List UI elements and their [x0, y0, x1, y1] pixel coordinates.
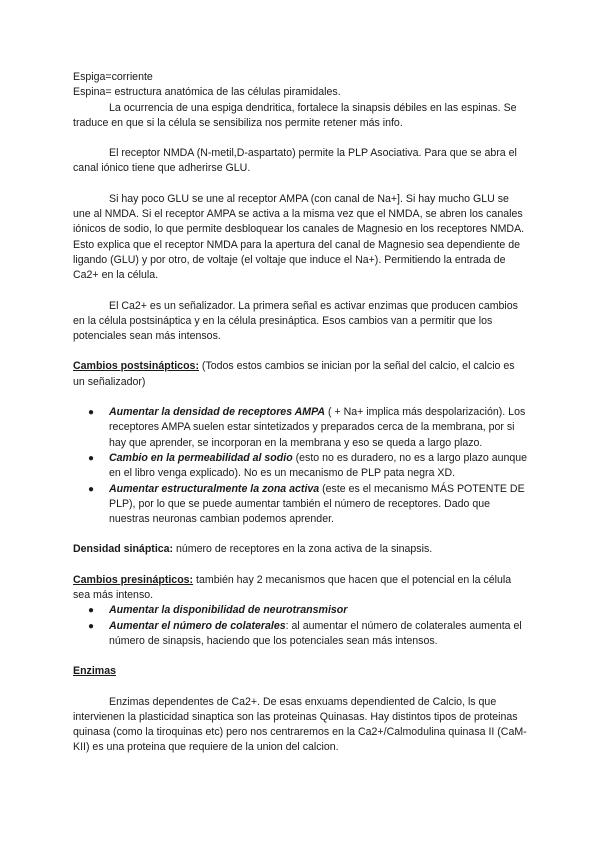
list-item [73, 619, 529, 650]
densidad-text: número de receptores en la zona activa de la sinapsis. [173, 543, 433, 556]
paragraph-espiga-dendritica: La ocurrencia de una espiga dendritica, fortalece la sinapsis débiles en las espinas. Se traduce en que si la célula se sensibiliza nos permite retener más info. [73, 101, 517, 129]
list-item [73, 603, 529, 618]
bullet-icon: ● [88, 605, 95, 617]
postsinapticos-list [73, 405, 529, 527]
list-item [73, 451, 529, 482]
bullet-icon: ● [88, 407, 95, 419]
paragraph-ca2-senalizador: El Ca2+ es un señalizador. La primera señal es activar enzimas que producen cambios en la célula postsináptica y en la célula presináptica. Esos cambios van a permitir que los potenciales sean más intensos. [73, 299, 518, 343]
bullet-title: Cambio en la permeabilidad al sodio [109, 451, 293, 464]
presinapticos-list [73, 603, 529, 649]
bullet-text: (este es el mecanismo MÁS POTENTE DE PLP), por lo que se puede aumentar también el número de receptores. Dado que nuestras neuronas cambian podemos aprender. [109, 482, 525, 526]
bullet-title: Aumentar la disponibilidad de neurotransmisor [109, 604, 348, 617]
bullet-text: ( + Na+ implica más despolarización). Los receptores AMPA suelen estar sintetizados y preparados cerca de la membrana, por si hay que aprender, se incorporan en la membrana y eso se queda a largo plazo. [109, 406, 526, 449]
document-page [73, 70, 529, 756]
line-espiga: Espiga=corriente [73, 71, 153, 83]
postsinapticos-heading: Cambios postsinápticos: [73, 360, 199, 373]
paragraph-glu-ampa: Si hay poco GLU se une al receptor AMPA (con canal de Na+]. Si hay mucho GLU se une al NMDA. Si el receptor AMPA se activa a la misma vez que el NMDA, se abren los canales iónicos de sodio, lo que permite desbloquear los canales de Magnesio en los receptores NMDA. Esto explica que el receptor NMDA para la apertura del canal de Magnesio sea dependiente de ligando (GLU) y por otro, de voltaje (el voltaje que induce el Na+). Permitiendo la entrada de Ca2+ en la célula. [73, 192, 525, 282]
enzimas-heading: Enzimas [73, 665, 116, 678]
enzimas-heading-line [73, 664, 529, 679]
list-item [73, 405, 529, 451]
bullet-text: : al aumentar el número de colaterales aumenta el número de sinapsis, haciendo que los potenciales sean más intensos. [109, 619, 522, 647]
presinapticos-intro: también hay 2 mecanismos que hacen que el potencial en la célula sea más intenso. [73, 573, 512, 602]
densidad-sinaptica [73, 542, 529, 557]
paragraph-enzimas: Enzimas dependentes de Ca2+. De esas enxuams dependiented de Calcio, ls que intervienen la plasticidad sinaptica son las proteinas Quinasas. Hay distintos tipos de proteinas quinasa (como la tiroquinas etc) pero nos centraremos en la Ca2+/Calmodulina quinasa II (CaM-KII) es una proteina que requiere de la union del calcion. [73, 695, 527, 754]
bullet-icon: ● [88, 483, 95, 495]
line-espina: Espina= estructura anatómica de las células piramidales. [73, 86, 341, 99]
list-item [73, 482, 529, 528]
postsinapticos-intro: (Todos estos cambios se inician por la señal del calcio, el calcio es un señalizador) [73, 360, 515, 388]
presinapticos-heading: Cambios presinápticos: [73, 573, 194, 586]
postsinapticos-section [73, 359, 529, 390]
bullet-icon: ● [88, 452, 95, 464]
bullet-title: Aumentar el número de colaterales [109, 619, 286, 632]
bullet-title: Aumentar estructuralmente la zona activa [109, 482, 320, 495]
densidad-label: Densidad sináptica: [73, 543, 174, 556]
bullet-title: Aumentar la densidad de receptores AMPA [109, 406, 326, 419]
bullet-icon: ● [88, 620, 95, 632]
presinapticos-section [73, 573, 529, 604]
bullet-text: (esto no es duradero, no es a largo plazo aunque en el libro venga explicado). No es un mecanismo de PLP pata negra XD. [109, 451, 528, 480]
paragraph-receptor-nmda: El receptor NMDA (N-metil,D-aspartato) permite la PLP Asociativa. Para que se abra el canal iónico tiene que adherirse GLU. [73, 147, 517, 175]
